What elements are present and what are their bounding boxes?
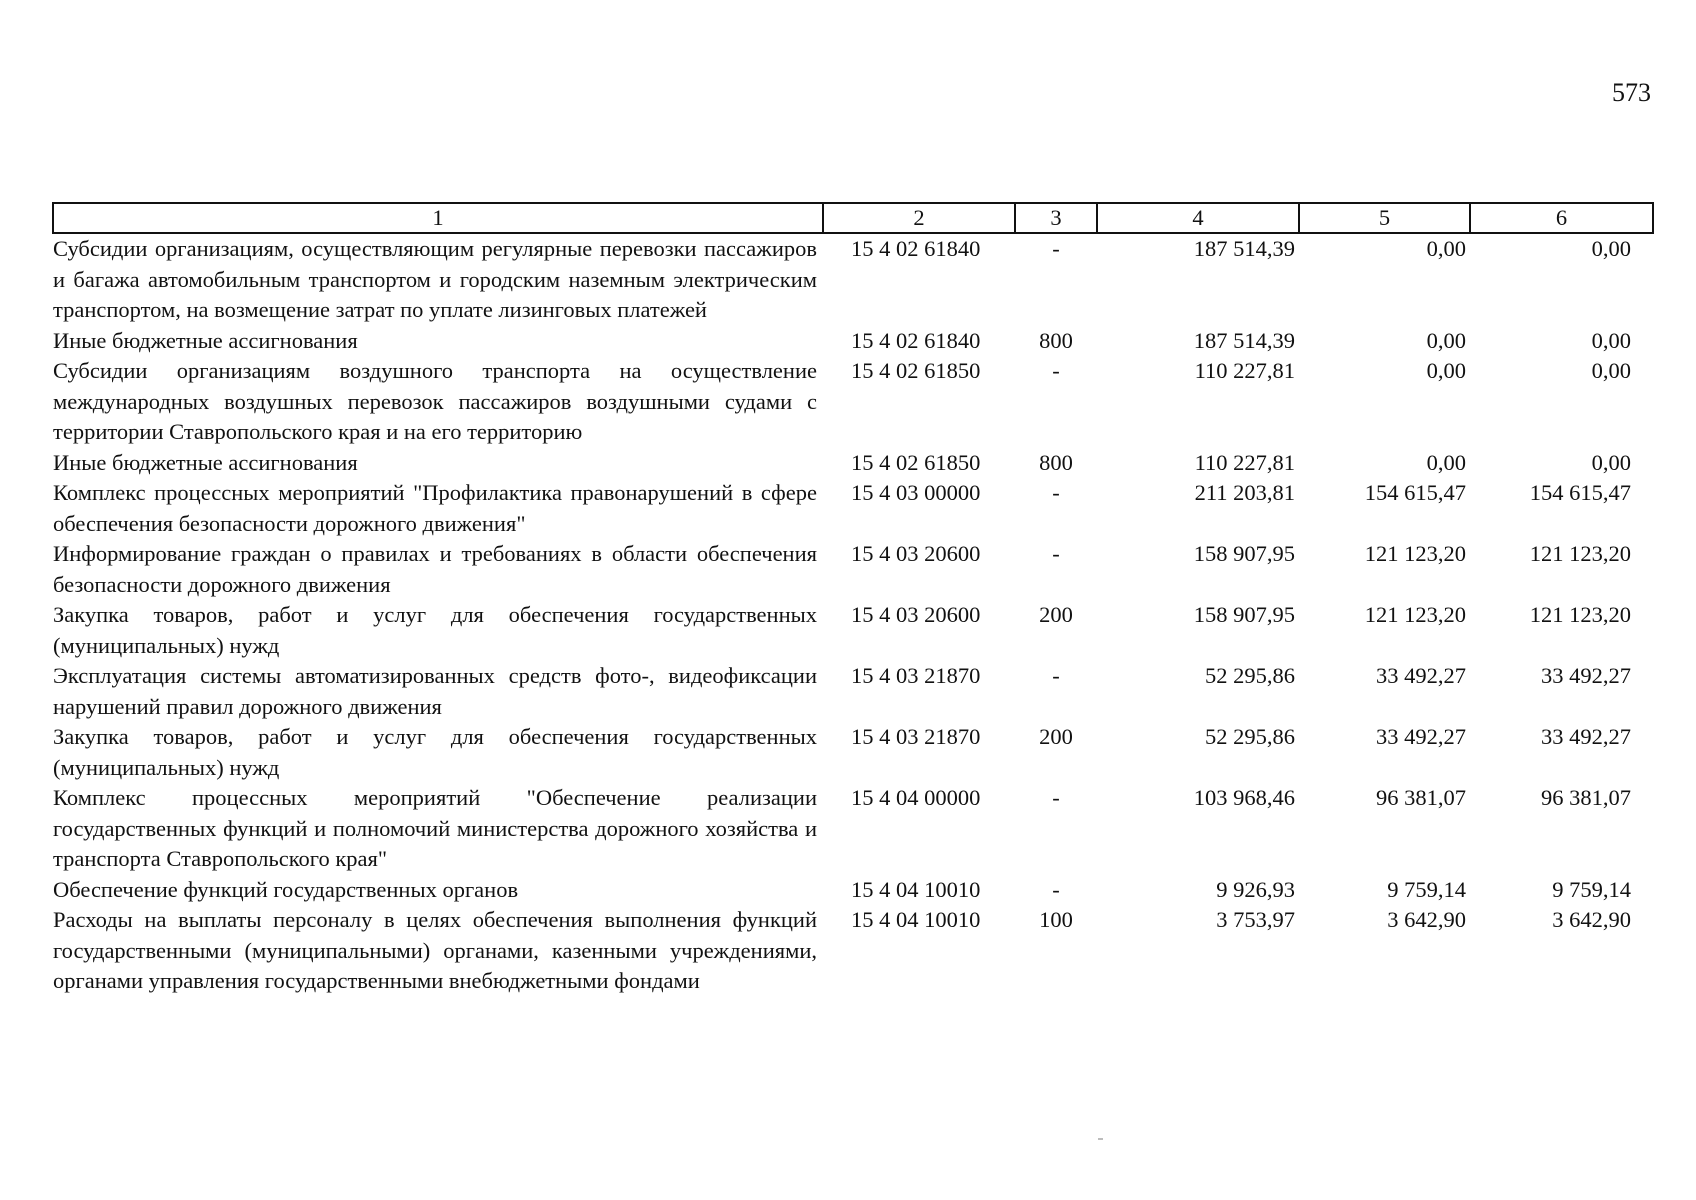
row-name: Комплекс процессных мероприятий "Профилактика правонарушений в сфере обеспечения безопасности дорожного движения" xyxy=(53,480,817,536)
table-row xyxy=(53,783,1653,875)
table-row xyxy=(53,326,1653,357)
table-row xyxy=(53,539,1653,600)
row-value-6: 33 492,27 xyxy=(1541,663,1631,688)
table-header xyxy=(53,203,1653,233)
row-value-6: 0,00 xyxy=(1591,327,1631,353)
row-value-4: 52 295,86 xyxy=(1205,724,1295,749)
table-row xyxy=(53,448,1653,479)
table-row xyxy=(53,600,1653,661)
row-expense-type: - xyxy=(1052,358,1060,383)
row-value-5: 0,00 xyxy=(1426,327,1466,353)
table-row xyxy=(53,875,1653,906)
row-value-4: 158 907,95 xyxy=(1193,602,1295,627)
row-name: Информирование граждан о правилах и требованиях в области обеспечения безопасности дорожного движения xyxy=(53,541,817,597)
row-value-5: 121 123,20 xyxy=(1364,602,1466,627)
row-code: 15 4 02 61840 xyxy=(851,327,981,353)
row-expense-type: 800 xyxy=(1039,449,1073,475)
row-value-6: 33 492,27 xyxy=(1541,724,1631,749)
row-name: Обеспечение функций государственных органов xyxy=(53,876,519,902)
row-value-4: 211 203,81 xyxy=(1194,480,1295,505)
row-expense-type: - xyxy=(1052,480,1060,505)
row-value-6: 0,00 xyxy=(1591,449,1631,475)
header-col-6: 6 xyxy=(1470,203,1653,233)
table-row xyxy=(53,356,1653,448)
row-value-5: 0,00 xyxy=(1426,449,1466,475)
header-col-2: 2 xyxy=(823,203,1015,233)
row-value-5: 3 642,90 xyxy=(1387,907,1466,932)
row-expense-type: - xyxy=(1052,236,1060,261)
row-expense-type: - xyxy=(1052,785,1060,810)
row-value-6: 121 123,20 xyxy=(1529,541,1631,566)
row-value-5: 0,00 xyxy=(1426,236,1466,261)
row-name: Закупка товаров, работ и услуг для обеспечения государственных (муниципальных) нужд xyxy=(53,602,817,658)
row-value-4: 9 926,93 xyxy=(1216,876,1295,902)
row-value-4: 110 227,81 xyxy=(1194,358,1295,383)
row-name: Иные бюджетные ассигнования xyxy=(53,327,358,353)
row-value-4: 52 295,86 xyxy=(1205,663,1295,688)
row-value-5: 96 381,07 xyxy=(1376,785,1466,810)
header-col-4: 4 xyxy=(1097,203,1299,233)
row-name: Субсидии организациям, осуществляющим регулярные перевозки пассажиров и багажа автомобильным транспортом и городским наземным электрическим транспортом, на возмещение затрат по уплате лизинговых платежей xyxy=(53,236,817,322)
row-value-5: 33 492,27 xyxy=(1376,724,1466,749)
row-expense-type: - xyxy=(1052,876,1060,902)
row-name: Закупка товаров, работ и услуг для обеспечения государственных (муниципальных) нужд xyxy=(53,724,817,780)
table-row xyxy=(53,905,1653,997)
row-code: 15 4 02 61850 xyxy=(851,449,981,475)
table-row xyxy=(53,233,1653,326)
row-code: 15 4 02 61840 xyxy=(851,236,981,261)
row-name: Расходы на выплаты персоналу в целях обеспечения выполнения функций государственными (муниципальными) органами, казенными учреждениями, органами управления государственными внебюджетными фондами xyxy=(53,907,817,993)
row-code: 15 4 03 00000 xyxy=(851,480,981,505)
row-value-4: 187 514,39 xyxy=(1193,327,1295,353)
row-value-5: 0,00 xyxy=(1426,358,1466,383)
row-code: 15 4 03 21870 xyxy=(851,724,981,749)
row-code: 15 4 04 10010 xyxy=(851,876,981,902)
row-value-4: 158 907,95 xyxy=(1193,541,1295,566)
row-code: 15 4 03 20600 xyxy=(851,541,981,566)
row-value-5: 154 615,47 xyxy=(1364,480,1466,505)
row-value-5: 33 492,27 xyxy=(1376,663,1466,688)
row-expense-type: - xyxy=(1052,541,1060,566)
row-value-6: 3 642,90 xyxy=(1552,907,1631,932)
row-value-5: 9 759,14 xyxy=(1387,876,1466,902)
budget-table xyxy=(52,202,1654,997)
row-name: Субсидии организациям воздушного транспорта на осуществление международных воздушных перевозок пассажиров воздушными судами с территории Ставропольского края и на его территорию xyxy=(53,358,817,444)
row-value-6: 0,00 xyxy=(1591,358,1631,383)
row-code: 15 4 03 20600 xyxy=(851,602,981,627)
row-name: Комплекс процессных мероприятий "Обеспечение реализации государственных функций и полномочий министерства дорожного хозяйства и транспорта Ставропольского края" xyxy=(53,785,817,871)
row-name: Иные бюджетные ассигнования xyxy=(53,449,358,475)
table-row xyxy=(53,478,1653,539)
header-col-1: 1 xyxy=(53,203,823,233)
table-body xyxy=(53,233,1653,997)
table-row xyxy=(53,722,1653,783)
row-value-4: 110 227,81 xyxy=(1194,449,1295,475)
row-value-4: 187 514,39 xyxy=(1193,236,1295,261)
row-value-4: 3 753,97 xyxy=(1216,907,1295,932)
header-col-3: 3 xyxy=(1015,203,1097,233)
row-value-5: 121 123,20 xyxy=(1364,541,1466,566)
row-code: 15 4 02 61850 xyxy=(851,358,981,383)
row-code: 15 4 04 10010 xyxy=(851,907,981,932)
table-row xyxy=(53,661,1653,722)
row-expense-type: 100 xyxy=(1039,907,1073,932)
row-value-6: 0,00 xyxy=(1591,236,1631,261)
row-name: Эксплуатация системы автоматизированных средств фото-, видеофиксации нарушений правил дорожного движения xyxy=(53,663,817,719)
scan-speck xyxy=(1098,1138,1103,1140)
header-row xyxy=(53,203,1653,233)
row-expense-type: - xyxy=(1052,663,1060,688)
row-expense-type: 800 xyxy=(1039,327,1073,353)
row-value-6: 96 381,07 xyxy=(1541,785,1631,810)
header-col-5: 5 xyxy=(1299,203,1470,233)
page-number: 573 xyxy=(1612,78,1651,107)
row-value-6: 121 123,20 xyxy=(1529,602,1631,627)
row-expense-type: 200 xyxy=(1039,724,1073,749)
row-value-6: 9 759,14 xyxy=(1552,876,1631,902)
row-value-4: 103 968,46 xyxy=(1193,785,1295,810)
row-expense-type: 200 xyxy=(1039,602,1073,627)
row-code: 15 4 04 00000 xyxy=(851,785,981,810)
row-code: 15 4 03 21870 xyxy=(851,663,981,688)
row-value-6: 154 615,47 xyxy=(1529,480,1631,505)
